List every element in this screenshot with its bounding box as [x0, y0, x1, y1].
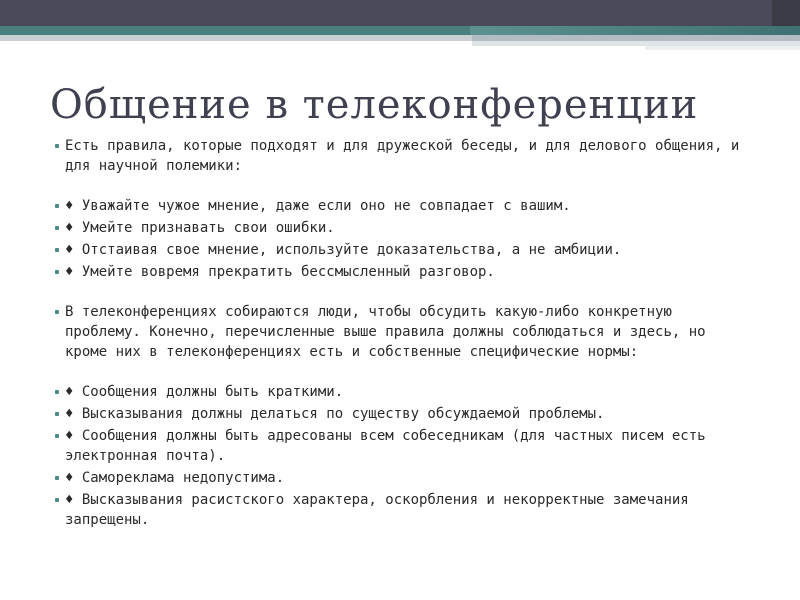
- rule-text: ♦ Самореклама недопустима.: [65, 470, 285, 486]
- rule-text: ♦ Сообщения должны быть адресованы всем собеседникам (для частных писем есть электронная почта).: [65, 428, 706, 464]
- rule-item: [55, 240, 755, 260]
- intro-text: Есть правила, которые подходят и для дружеской беседы, и для делового общения, и для научной полемики:: [65, 138, 740, 174]
- header-band-dark: [0, 0, 800, 26]
- header-band-lightest: [645, 46, 800, 50]
- slide-title: Общение в телеконференции: [50, 82, 699, 128]
- rule-item: [55, 262, 755, 282]
- header-band-gray: [0, 35, 472, 41]
- rule-item: [55, 196, 755, 216]
- bullet-dot-icon: [55, 248, 59, 252]
- bullet-paragraph: [55, 302, 755, 362]
- rule-text: ♦ Высказывания расистского характера, оскорбления и некорректные замечания запрещены.: [65, 492, 689, 528]
- bullet-dot-icon: [55, 476, 59, 480]
- bullet-dot-icon: [55, 144, 59, 148]
- rule-text: ♦ Отстаивая свое мнение, используйте доказательства, а не амбиции.: [65, 242, 622, 258]
- bullet-dot-icon: [55, 390, 59, 394]
- bullet-dot-icon: [55, 434, 59, 438]
- rule-item: [55, 490, 755, 530]
- rule-text: ♦ Умейте вовремя прекратить бессмысленный разговор.: [65, 264, 495, 280]
- bullet-dot-icon: [55, 310, 59, 314]
- bullet-dot-icon: [55, 412, 59, 416]
- rule-item: [55, 218, 755, 238]
- bullet-dot-icon: [55, 270, 59, 274]
- rule-text: ♦ Сообщения должны быть краткими.: [65, 384, 344, 400]
- header-band-corner: [772, 0, 800, 26]
- bullet-dot-icon: [55, 204, 59, 208]
- rule-text: ♦ Высказывания должны делаться по существу обсуждаемой проблемы.: [65, 406, 605, 422]
- rule-item: [55, 468, 755, 488]
- bullet-paragraph: [55, 136, 755, 176]
- rule-item: [55, 404, 755, 424]
- rule-item: [55, 382, 755, 402]
- header-band-teal-accent: [470, 26, 800, 35]
- rule-item: [55, 426, 755, 466]
- bullet-dot-icon: [55, 498, 59, 502]
- intro-text: В телеконференциях собираются люди, чтобы обсудить какую-либо конкретную проблему. Конечно, перечисленные выше правила должны соблюдаться и здесь, но кроме них в телеконференциях есть и собственные специфические нормы:: [65, 304, 706, 360]
- rule-text: ♦ Уважайте чужое мнение, даже если оно не совпадает с вашим.: [65, 198, 571, 214]
- slide-body: [55, 136, 755, 530]
- rule-text: ♦ Умейте признавать свои ошибки.: [65, 220, 335, 236]
- bullet-dot-icon: [55, 226, 59, 230]
